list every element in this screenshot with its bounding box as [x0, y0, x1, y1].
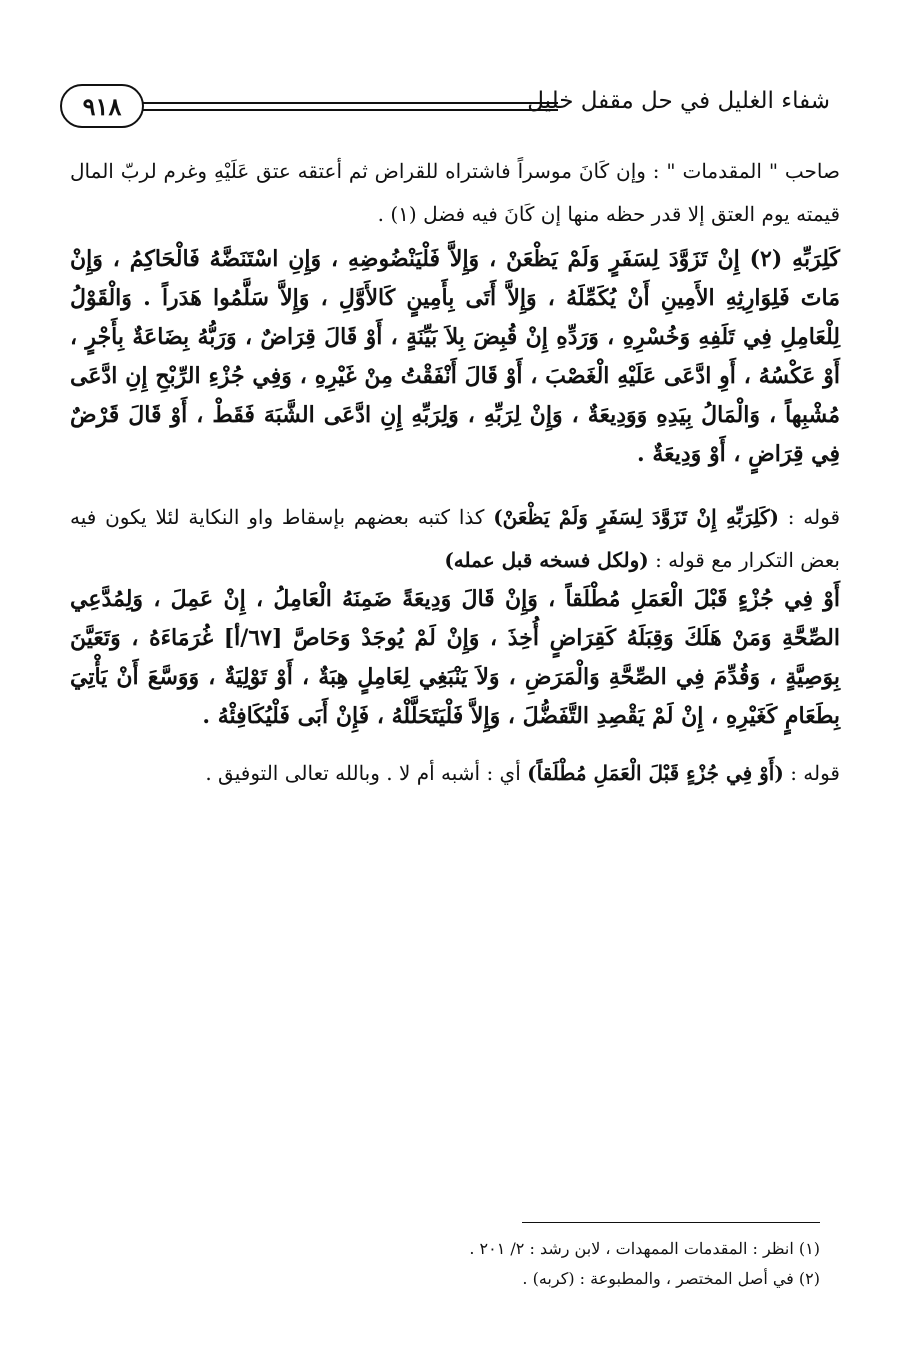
book-title: شفاء الغليل في حل مقفل خليل [527, 88, 830, 114]
footnote-separator [522, 1222, 820, 1223]
quoted-matn: (أَوْ فِي جُزْءٍ قَبْلَ الْعَمَلِ مُطْلَقاً) [527, 761, 784, 785]
matn-text [70, 240, 840, 474]
commentary-paragraph-1 [70, 150, 840, 238]
footnote-2: (٢) في أصل المختصر ، والمطبوعة : (كربه) . [522, 1269, 820, 1288]
page-header [60, 84, 830, 130]
commentary-text [70, 496, 840, 582]
matn-lead: كَلِرَبِّهِ (٢) [749, 246, 840, 272]
qawluh-label: قوله : [790, 761, 840, 785]
qawluh-label: قوله : [787, 505, 840, 529]
footnote-1: (١) انظر : المقدمات الممهدات ، لابن رشد : ٢/ ٢٠١ . [469, 1239, 820, 1258]
commentary-paragraph-2 [70, 496, 840, 580]
commentary-text: صاحب " المقدمات " : وإن كَانَ موسراً فاشتراه للقراض ثم أعتقه عتق عَلَيْهِ وغرم لربّ المال قيمته يوم العتق إلا قدر حظه منها إن كَانَ فيه فضل (١) . [70, 159, 840, 226]
quoted-matn: (ولكل فسخه قبل عمله) [444, 548, 649, 572]
matn-block-2 [70, 580, 840, 740]
footnotes [440, 1234, 820, 1294]
page-number: ٩١٨ [60, 84, 144, 128]
commentary-text [70, 752, 840, 795]
matn-block-1 [70, 240, 840, 480]
header-rule [138, 102, 558, 111]
matn-body: إِنْ تَزَوَّدَ لِسَفَرٍ وَلَمْ يَظْعَنْ ، وَإِلاَّ فَلْيَنْضُوضِهِ ، وَإِنِ اسْتَنَضَّهُ فَالْحَاكِمُ ، وَإِنْ مَاتَ فَلِوَارِثِهِ الأَمِينِ أَنْ يُكَمِّلَهُ ، وَإِلاَّ أَتَى بِأَمِينٍ كَالأَوَّلِ ، وَإِلاَّ سَلَّمُوا هَدَراً . وَالْقَوْلُ لِلْعَامِلِ فِي تَلَفِهِ وَخُسْرِهِ ، وَرَدِّهِ إِنْ قُبِضَ بِلاَ بَيِّنَةٍ ، أَوْ قَالَ قِرَاضٌ ، وَرَبُّهُ بِضَاعَةٌ بِأَجْرٍ ، أَوْ عَكْسُهُ ، أَوِ ادَّعَى عَلَيْهِ الْغَصْبَ ، أَوْ قَالَ أَنْفَقْتُ مِنْ غَيْرِهِ ، وَفِي جُزْءِ الرِّبْحِ إِنِ ادَّعَى مُشْبِهاً ، وَالْمَالُ بِيَدِهِ وَوَدِيعَةٌ ، وَإِنْ لِرَبِّهِ ، وَلِرَبِّهِ إِنِ ادَّعَى الشَّبَهَ فَقَطْ ، أَوْ قَالَ قَرْضٌ فِي قِرَاضٍ ، أَوْ وَدِيعَةٌ . [70, 246, 840, 467]
commentary-body: كذا كتبه بعضهم بإسقاط واو النكاية لئلا يكون فيه بعض التكرار مع قوله : [70, 505, 840, 572]
matn-text: أَوْ فِي جُزْءٍ قَبْلَ الْعَمَلِ مُطْلَقاً ، وَإِنْ قَالَ وَدِيعَةً ضَمِنَهُ الْعَامِلُ ، إِنْ عَمِلَ ، وَلِمُدَّعِي الصِّحَّةِ وَمَنْ هَلَكَ وَقِبَلَهُ كَقِرَاضٍ أُخِذَ ، وَإِنْ لَمْ يُوجَدْ وَحَاصَّ [٦٧/أ] غُرَمَاءَهُ ، وَتَعَيَّنَ بِوَصِيَّةٍ ، وَقُدِّمَ فِي الصِّحَّةِ وَالْمَرَضِ ، وَلاَ يَنْبَغِي لِعَامِلٍ هِبَةٌ ، أَوْ تَوْلِيَةٌ ، وَوَسَّعَ أَنْ يَأْتِيَ بِطَعَامٍ كَغَيْرِهِ ، إِنْ لَمْ يَقْصِدِ التَّفَضُّلَ ، وَإِلاَّ فَلْيَتَحَلَّلْهُ ، فَإِنْ أَبَى فَلْيُكَافِئْهُ . [70, 586, 840, 729]
quoted-matn: (كَلِرَبِّهِ إِنْ تَزَوَّدَ لِسَفَرٍ وَلَمْ يَظْعَنْ) [493, 505, 779, 529]
commentary-paragraph-3 [70, 752, 840, 796]
commentary-body: أي : أشبه أم لا . وبالله تعالى التوفيق . [205, 761, 521, 785]
